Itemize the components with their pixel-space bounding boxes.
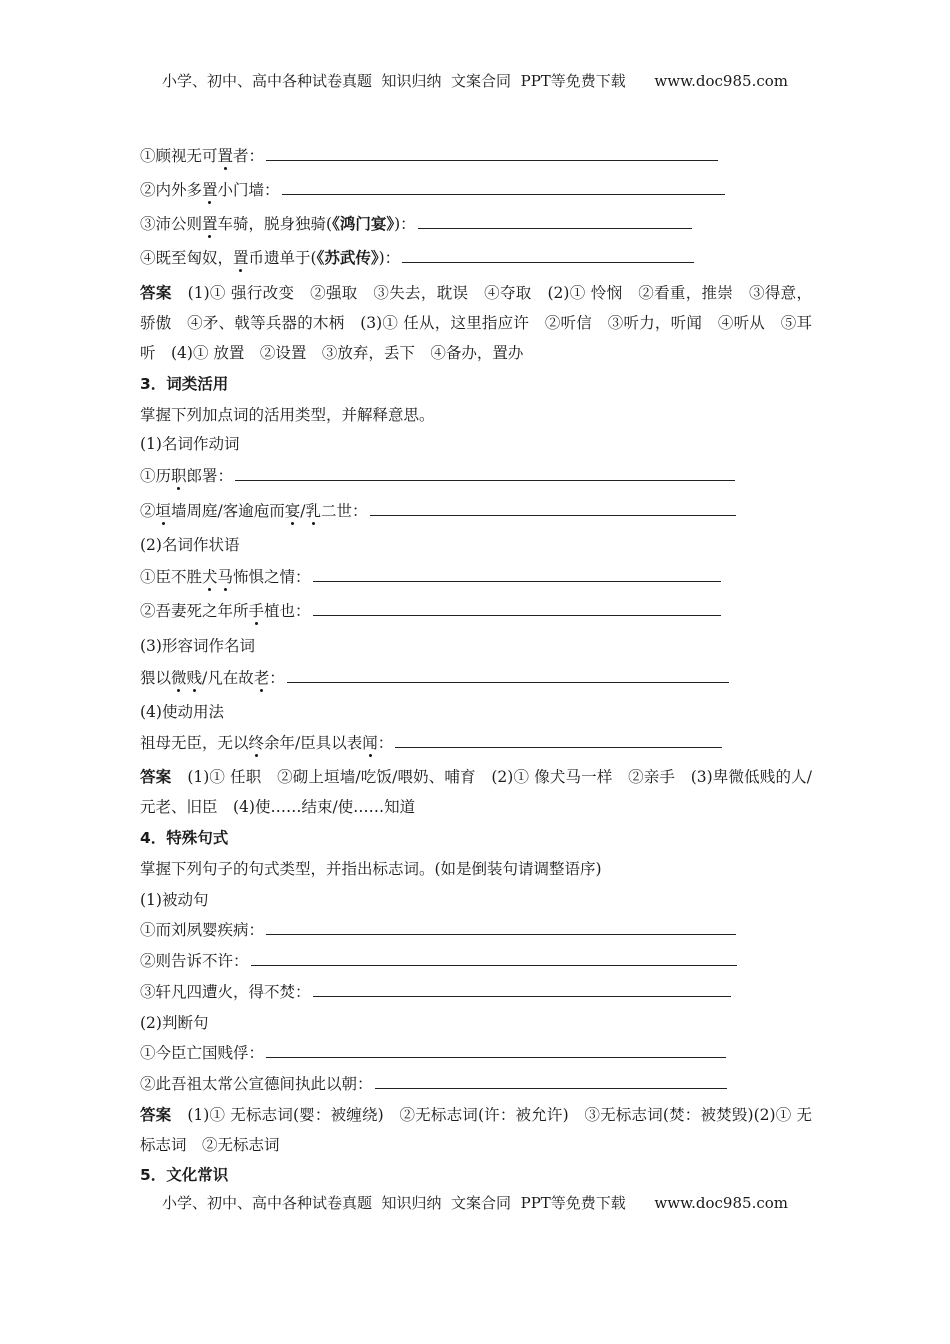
section-title-4: 4．特殊句式 — [140, 829, 229, 847]
answer-text: (1)① 无标志词(婴：被缠绕) ②无标志词(许：被允许) ③无标志词(焚：被焚毁)(2)① 无标志词 ②无标志词 — [140, 1106, 812, 1154]
sentence-item — [140, 1074, 727, 1094]
zhi-item-4 — [140, 248, 694, 268]
text-segment: 植也： — [264, 602, 311, 620]
answer-blank[interactable] — [375, 1074, 727, 1089]
answer-blank[interactable] — [402, 248, 694, 263]
zhi-item-1 — [140, 146, 718, 166]
answer-blank[interactable] — [251, 951, 737, 966]
dotted-char: 老 — [253, 669, 270, 687]
text-segment: )： — [378, 249, 401, 267]
text-segment: 郎署： — [186, 467, 234, 485]
text-segment: 祖母无臣，无以 — [140, 734, 249, 752]
dotted-char: 马 — [217, 568, 234, 586]
text-segment: ①今臣亡国贱俘： — [140, 1044, 265, 1062]
text-segment: 币遗单于( — [248, 249, 317, 267]
text-segment: )： — [394, 215, 416, 233]
sentence-item — [140, 1043, 726, 1063]
page-footer: 小学、初中、高中各种试卷真题 知识归纳 文案合同 PPT等免费下载 www.doc985.com — [161, 1194, 788, 1212]
answer-blank[interactable] — [266, 1043, 726, 1058]
dotted-char: 手 — [248, 602, 265, 620]
text-segment: ④既至匈奴， — [140, 249, 234, 267]
dotted-char: 乳 — [305, 502, 322, 520]
subsection-title: (1)被动句 — [140, 891, 209, 909]
huoyong-item — [140, 668, 729, 688]
huoyong-item — [140, 501, 736, 521]
text-segment: ③沛公则 — [140, 215, 203, 233]
text-segment: ② — [140, 502, 156, 520]
dotted-char: 置 — [202, 215, 218, 233]
huoyong-item — [140, 601, 721, 621]
text-segment: /凡在故 — [202, 669, 254, 687]
dotted-char: 垣 — [155, 502, 172, 520]
text-segment: ： — [269, 669, 285, 687]
dotted-char: 贱 — [186, 669, 203, 687]
answer-blank[interactable] — [266, 146, 718, 161]
dotted-char: 闻 — [362, 734, 378, 752]
answer-block-2 — [140, 762, 812, 822]
dotted-char: 微 — [171, 669, 187, 687]
zhi-item-3 — [140, 214, 692, 234]
huoyong-item — [140, 466, 735, 486]
dotted-char: 宴 — [284, 502, 301, 520]
answer-block-3 — [140, 1100, 812, 1160]
book-title: 《苏武传》 — [316, 249, 379, 267]
book-title: 《鸿门宴》 — [332, 215, 395, 233]
answer-text: (1)① 强行改变 ②强取 ③失去，耽误 ④夺取 (2)① 怜悯 ②看重，推崇 ③得意，骄傲 ④矛、戟等兵器的木柄 (3)① 任从，这里指应许 ②听信 ③听力，听闻 ④听从 ⑤耳听 (4)① 放置 ②设置 ③放弃，丢下 ④备办，置办 — [140, 284, 812, 362]
answer-blank[interactable] — [266, 920, 736, 935]
sentence-item — [140, 920, 736, 940]
text-segment: ①而刘夙婴疾病： — [140, 921, 265, 939]
text-segment: 猥以 — [140, 669, 172, 687]
sentence-item — [140, 951, 737, 971]
subsection-title: (2)名词作状语 — [140, 536, 240, 554]
subsection-title: (1)名词作动词 — [140, 435, 240, 453]
zhi-item-2 — [140, 180, 725, 200]
huoyong-item — [140, 733, 722, 753]
answer-block-1 — [140, 278, 812, 368]
subsection-title: (3)形容词作名词 — [140, 637, 255, 655]
text-segment: 者： — [233, 147, 265, 165]
text-segment: 小门墙： — [217, 181, 280, 199]
text-segment: 怖惧之情： — [233, 568, 311, 586]
answer-blank[interactable] — [287, 668, 729, 683]
text-segment: ②则告诉不许： — [140, 952, 249, 970]
text-segment: ： — [377, 734, 394, 752]
subsection-title: (4)使动用法 — [140, 703, 224, 721]
text-segment: 余年/臣具以表 — [264, 734, 363, 752]
text-segment: ②此吾祖太常公宣德间执此以朝： — [140, 1075, 373, 1093]
subsection-title: (2)判断句 — [140, 1014, 209, 1032]
text-segment: ②吾妻死之年所 — [140, 602, 249, 620]
sentence-item — [140, 982, 731, 1002]
section-title-5: 5．文化常识 — [140, 1166, 229, 1184]
answer-text: (1)① 任职 ②砌上垣墙/吃饭/喂奶、哺育 (2)① 像犬马一样 ②亲手 (3)卑微低贱的人/元老、旧臣 (4)使……结束/使……知道 — [140, 768, 812, 816]
answer-blank[interactable] — [370, 501, 736, 516]
text-segment: ①历 — [140, 467, 172, 485]
text-segment: ③轩凡四遭火，得不焚： — [140, 983, 311, 1001]
dotted-char: 犬 — [202, 568, 218, 586]
answer-blank[interactable] — [395, 733, 722, 748]
dotted-char: 终 — [248, 734, 265, 752]
answer-blank[interactable] — [313, 567, 721, 582]
answer-label: 答案 — [140, 284, 172, 302]
dotted-char: 置 — [217, 147, 234, 165]
section-title-3: 3．词类活用 — [140, 375, 229, 393]
answer-blank[interactable] — [282, 180, 725, 195]
dotted-char: 置 — [233, 249, 249, 267]
answer-blank[interactable] — [235, 466, 735, 481]
text-segment: / — [300, 502, 306, 520]
section-instruction: 掌握下列加点词的活用类型，并解释意思。 — [140, 406, 435, 424]
answer-blank[interactable] — [313, 601, 721, 616]
text-segment: ①顾视无可 — [140, 147, 218, 165]
huoyong-item — [140, 567, 721, 587]
section-instruction: 掌握下列句子的句式类型，并指出标志词。(如是倒装句请调整语序) — [140, 860, 602, 878]
page-header: 小学、初中、高中各种试卷真题 知识归纳 文案合同 PPT等免费下载 www.doc985.com — [161, 72, 788, 90]
text-segment: 车骑，脱身独骑( — [217, 215, 333, 233]
text-segment: 墙周庭/客逾庖而 — [171, 502, 285, 520]
dotted-char: 职 — [171, 467, 187, 485]
text-segment: ①臣不胜 — [140, 568, 203, 586]
answer-blank[interactable] — [418, 214, 692, 229]
text-segment: 二世： — [321, 502, 368, 520]
answer-label: 答案 — [140, 768, 172, 786]
text-segment: ②内外多 — [140, 181, 203, 199]
answer-label: 答案 — [140, 1106, 172, 1124]
answer-blank[interactable] — [313, 982, 731, 997]
dotted-char: 置 — [202, 181, 218, 199]
